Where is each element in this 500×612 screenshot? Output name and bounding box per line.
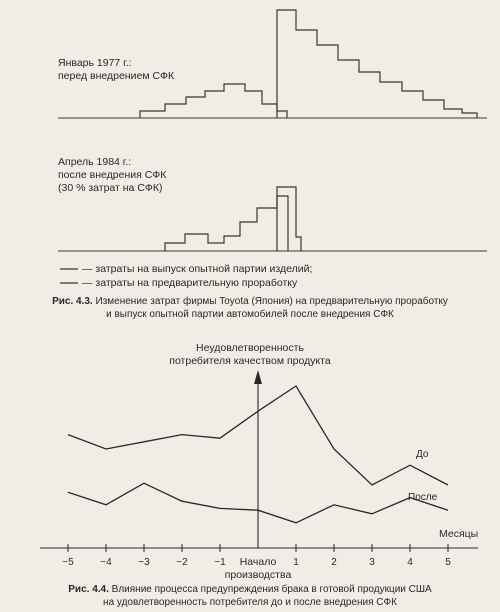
fig43-caption-prefix: Рис. 4.3.: [52, 296, 93, 307]
start-label-line2: производства: [224, 569, 292, 581]
fig44-caption-line1: [0, 584, 500, 597]
x-tick-label: −5: [62, 557, 74, 568]
fig44-y-title-line1: Неудовлетворенность: [196, 342, 304, 354]
x-tick-label: 3: [369, 557, 375, 568]
x-tick-label: 5: [445, 557, 451, 568]
x-tick-label: −4: [100, 557, 112, 568]
fig44-caption-prefix: Рис. 4.4.: [68, 584, 109, 595]
x-tick-label: 2: [331, 557, 337, 568]
label-1984-line1: Апрель 1984 г.:: [58, 156, 132, 168]
start-production-arrowhead: [254, 370, 262, 384]
x-tick-label: 4: [407, 557, 413, 568]
fig43-caption-line2: и выпуск опытной партии автомобилей после внедрения СФК: [106, 309, 394, 320]
label-1977-line2: перед внедрением СФК: [58, 70, 175, 82]
fig44-caption-text: Влияние процесса предупреждения брака в готовой продукции США: [111, 584, 432, 595]
x-tick-label: −1: [214, 557, 226, 568]
series-label-do: До: [416, 449, 429, 460]
label-1977-line1: Январь 1977 г.:: [58, 57, 132, 69]
fig44-caption-line2: на удовлетворенность потребителя до и после внедрения СФК: [103, 597, 397, 608]
legend-design-label: — затраты на предварительную проработку: [82, 277, 298, 289]
x-tick-label: 1: [293, 557, 299, 568]
label-1984-line3: (30 % затрат на СФК): [58, 182, 163, 194]
x-axis-unit: Месяцы: [439, 528, 479, 540]
series-labels: [408, 449, 438, 503]
series-label-posle: После: [408, 492, 438, 503]
fig44-y-title-line2: потребителя качеством продукта: [169, 355, 331, 367]
legend-production-label: — затраты на выпуск опытной партии изделий;: [82, 263, 313, 275]
label-1984-line2: после внедрения СФК: [58, 169, 167, 181]
fig43-caption-text: Изменение затрат фирмы Toyota (Япония) на предварительную проработку: [95, 296, 448, 307]
start-label-line1: Начало: [239, 556, 277, 568]
x-tick-label: −3: [138, 557, 150, 568]
x-tick-label: −2: [176, 557, 188, 568]
